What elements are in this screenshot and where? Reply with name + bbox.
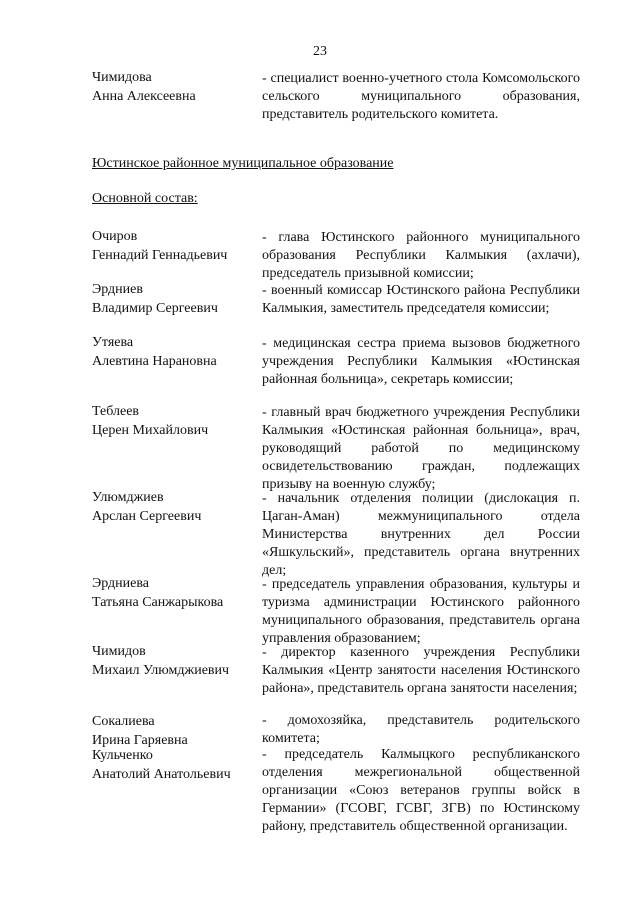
- member-surname: Чимидова: [92, 70, 152, 85]
- member-name: [92, 333, 262, 371]
- member-name: [92, 642, 262, 680]
- member-name: [92, 746, 262, 784]
- member-given-names: Татьяна Санжарыкова: [92, 595, 224, 610]
- member-given-names: Михаил Улюмджиевич: [92, 663, 230, 678]
- member-role: - медицинская сестра приема вызовов бюджетного учреждения Республики Калмыкия «Юстинская районная больница», секретарь комиссии;: [262, 336, 580, 387]
- member-surname: Теблеев: [92, 404, 140, 419]
- member-given-names: Алевтина Нарановна: [92, 354, 217, 369]
- member-name: [92, 402, 262, 440]
- member-name: [92, 227, 262, 265]
- district-heading: Юстинское районное муниципальное образование: [92, 156, 394, 171]
- member-given-names: Геннадий Геннадьевич: [92, 248, 228, 263]
- member-role: - домохозяйка, представитель родительского комитета;: [262, 713, 580, 746]
- member-surname: Сокалиева: [92, 714, 155, 729]
- member-surname: Эрдниева: [92, 576, 150, 591]
- member-surname: Очиров: [92, 229, 138, 244]
- member-name: [92, 280, 262, 318]
- page-number: 23: [313, 44, 327, 59]
- member-name: [92, 574, 262, 612]
- member-surname: Эрдниев: [92, 282, 143, 297]
- member-given-names: Владимир Сергеевич: [92, 301, 218, 316]
- member-given-names: Арслан Сергеевич: [92, 509, 202, 524]
- member-role: - главный врач бюджетного учреждения Республики Калмыкия «Юстинская районная больница», врач, руководящий работой по медицинскому освидетельствованию граждан, подлежащих призыву на военную службу;: [262, 405, 580, 492]
- member-surname: Кульченко: [92, 748, 153, 763]
- member-role: - глава Юстинского районного муниципального образования Республики Калмыкия (ахлачи), председатель призывной комиссии;: [262, 230, 580, 281]
- member-role: - специалист военно-учетного стола Комсомольского сельского муниципального образования, представитель родительского комитета.: [262, 71, 580, 122]
- member-surname: Утяева: [92, 335, 134, 350]
- member-name: [92, 68, 262, 106]
- main-composition-heading: Основной состав:: [92, 191, 198, 206]
- member-role: - директор казенного учреждения Республики Калмыкия «Центр занятости населения Юстинского района», представитель органа занятости населения;: [262, 645, 580, 696]
- member-given-names: Анатолий Анатольевич: [92, 767, 231, 782]
- member-given-names: Анна Алексеевна: [92, 89, 196, 104]
- member-surname: Улюмджиев: [92, 490, 164, 505]
- member-role: - начальник отделения полиции (дислокация п. Цаган-Аман) межмуниципального отдела Министерства внутренних дел России «Яшкульский», представитель органа внутренних дел;: [262, 491, 580, 578]
- member-role: - председатель Калмыцкого республиканского отделения межрегиональной общественной организации «Союз ветеранов группы войск в Германии» (ГСОВГ, ГСВГ, ЗГВ) по Юстинскому району, представитель общественной организации.: [262, 747, 580, 834]
- member-name: [92, 712, 262, 750]
- member-given-names: Ирина Гаряевна: [92, 733, 188, 748]
- member-given-names: Церен Михайлович: [92, 423, 209, 438]
- member-name: [92, 488, 262, 526]
- member-role: - председатель управления образования, культуры и туризма администрации Юстинского районного муниципального образования, представитель органа управления образованием;: [262, 577, 580, 646]
- member-surname: Чимидов: [92, 644, 146, 659]
- member-role: - военный комиссар Юстинского района Республики Калмыкия, заместитель председателя комиссии;: [262, 283, 580, 316]
